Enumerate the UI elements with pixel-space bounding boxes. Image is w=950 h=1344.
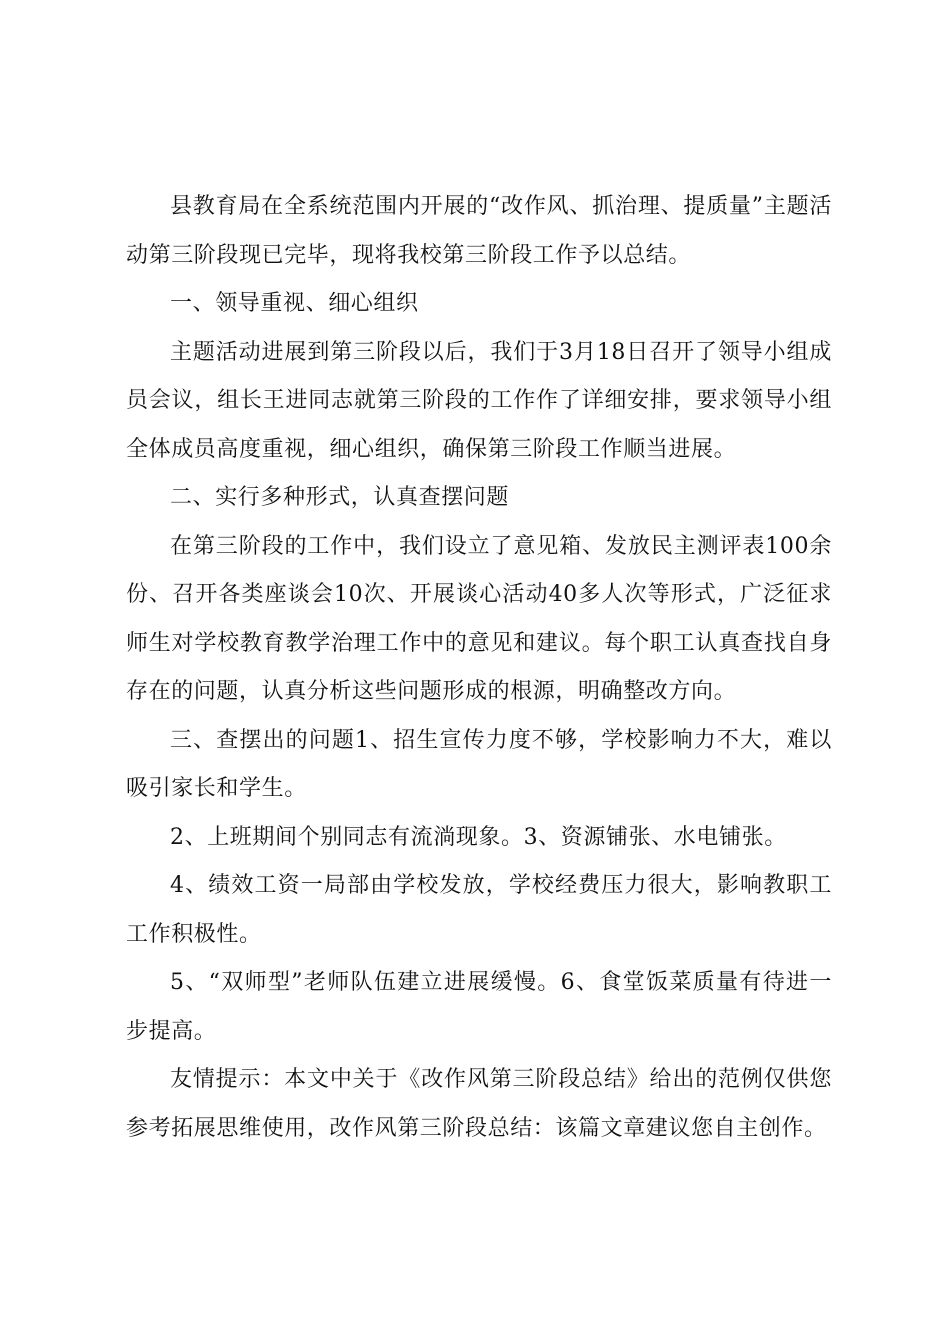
friendly-reminder-paragraph: 友情提示：本文中关于《改作风第三阶段总结》给出的范例仅供您参考拓展思维使用，改作风第三阶段总结：该篇文章建议您自主创作。: [126, 1067, 832, 1141]
section-heading-1: 一、领导重视、细心组织: [170, 291, 419, 316]
problem-item-4: 4、绩效工资一局部由学校发放，学校经费压力很大，影响教职工工作积极性。: [126, 873, 832, 947]
document-body: [126, 183, 832, 1153]
section-2-paragraph: 在第三阶段的工作中，我们设立了意见箱、发放民主测评表100余份、召开各类座谈会10次、开展谈心活动40多人次等形式，广泛征求师生对学校教育教学治理工作中的意见和建议。每个职工认真查找自身存在的问题，认真分析这些问题形成的根源，明确整改方向。: [126, 533, 832, 704]
problem-item-5-6: 5、“双师型”老师队伍建立进展缓慢。6、食堂饭菜质量有待进一步提高。: [126, 970, 832, 1044]
problem-item-2-3: 2、上班期间个别同志有流淌现象。3、资源铺张、水电铺张。: [170, 824, 787, 850]
section-1-paragraph: 主题活动进展到第三阶段以后，我们于3月18日召开了领导小组成员会议，组长王进同志就第三阶段的工作作了详细安排，要求领导小组全体成员高度重视，细心组织，确保第三阶段工作顺当进展。: [126, 339, 832, 462]
section-3-paragraph: 三、查摆出的问题1、招生宣传力度不够，学校影响力不大，难以吸引家长和学生。: [126, 727, 832, 801]
intro-paragraph: 县教育局在全系统范围内开展的“改作风、抓治理、提质量”主题活动第三阶段现已完毕，现将我校第三阶段工作予以总结。: [126, 194, 832, 268]
section-heading-2: 二、实行多种形式，认真查摆问题: [170, 485, 510, 510]
